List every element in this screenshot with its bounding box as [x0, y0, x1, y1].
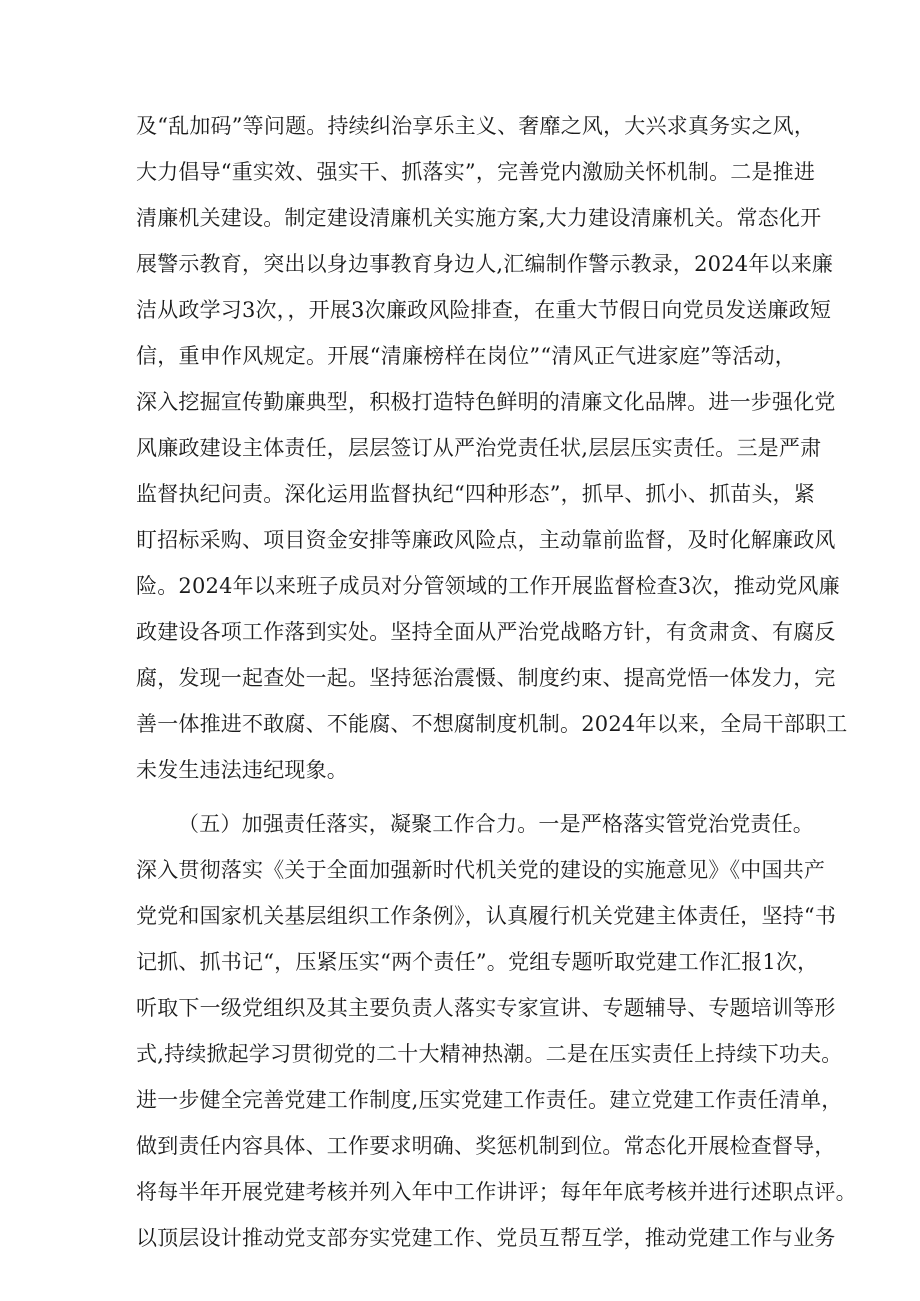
text-line: 盯招标采购、项目资金安排等廉政风险点，主动靠前监督，及时化解廉政风 [136, 528, 836, 552]
text-line: 党党和国家机关基层组织工作条例》，认真履行机关党建主体责任，坚持“书 [136, 904, 837, 928]
text-line: 深入挖掘宣传勤廉典型，积极打造特色鲜明的清廉文化品牌。进一步强化党 [136, 390, 836, 414]
text-line: 腐，发现一起查处一起。坚持惩治震慑、制度约束、提高党悟一体发力，完 [136, 666, 836, 690]
text-line: 及“乱加码”等问题。持续纠治享乐主义、奢靡之风，大兴求真务实之风， [136, 114, 816, 138]
text-line: 风廉政建设主体责任，层层签订从严治党责任状,层层压实责任。三是严肃 [136, 436, 822, 460]
text-line: 展警示教育，突出以身边事教育身边人,汇编制作警示教录，2024年以来廉 [136, 252, 834, 276]
text-line: 洁从政学习3次，，开展3次廉政风险排查，在重大节假日向党员发送廉政短 [136, 298, 832, 322]
text-line: 善一体推进不敢腐、不能腐、不想腐制度机制。2024年以来，全局干部职工 [136, 712, 848, 736]
text-line: 清廉机关建设。制定建设清廉机关实施方案,大力建设清廉机关。常态化开 [136, 206, 822, 230]
text-line: 监督执纪问责。深化运用监督执纪“四种形态”，抓早、抓小、抓苗头，紧 [136, 482, 816, 506]
text-line: 进一步健全完善党建工作制度,压实党建工作责任。建立党建工作责任清单， [136, 1088, 843, 1112]
text-line: 将每半年开展党建考核并列入年中工作讲评；每年年底考核并进行述职点评。 [136, 1180, 857, 1204]
text-line: 记抓、抓书记“，压紧压实“两个责任”。党组专题听取党建工作汇报1次， [136, 950, 819, 974]
text-line: 信，重申作风规定。开展“清廉榜样在岗位”“清风正气进家庭”等活动， [136, 344, 796, 368]
text-line: 听取下一级党组织及其主要负责人落实专家宣讲、专题辅导、专题培训等形 [136, 996, 836, 1020]
section-heading-line: （五）加强责任落实，凝聚工作合力。一是严格落实管党治党责任。 [178, 812, 814, 836]
text-line: 式,持续掀起学习贯彻党的二十大精神热潮。二是在压实责任上持续下功夫。 [136, 1042, 843, 1066]
text-line: 做到责任内容具体、工作要求明确、奖惩机制到位。常态化开展检查督导， [136, 1134, 836, 1158]
text-line: 以顶层设计推动党支部夯实党建工作、党员互帮互学，推动党建工作与业务 [136, 1226, 836, 1250]
text-line: 深入贯彻落实《关于全面加强新时代机关党的建设的实施意见》《中国共产 [136, 858, 826, 882]
text-line: 大力倡导“重实效、强实干、抓落实”，完善党内激励关怀机制。二是推进 [136, 160, 816, 184]
text-line: 险。2024年以来班子成员对分管领域的工作开展监督检查3次，推动党风廉 [136, 574, 840, 598]
text-line: 未发生违法违纪现象。 [136, 758, 348, 782]
text-line: 政建设各项工作落到实处。坚持全面从严治党战略方针，有贪肃贪、有腐反 [136, 620, 836, 644]
